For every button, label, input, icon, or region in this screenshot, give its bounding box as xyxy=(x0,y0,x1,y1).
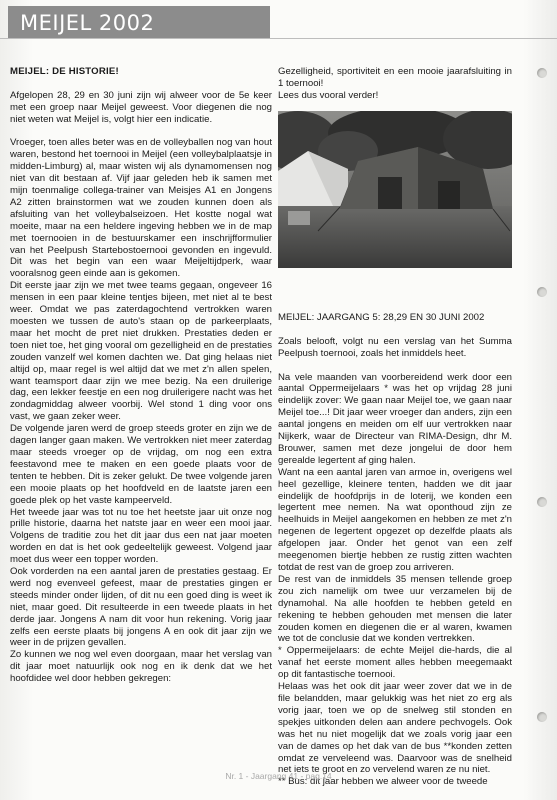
intro-line: Gezelligheid, sportiviteit en een mooie jaarafsluiting in 1 toernooi! xyxy=(278,66,512,89)
right-column xyxy=(278,312,512,788)
page-footer: Nr. 1 - Jaargang 41 - pag.14 xyxy=(225,771,332,781)
paragraph: Helaas was het ook dit jaar weer zover dat we in de file belandden, maar gelukkig was het niet zo erg als vorig jaar, toen we op de snelweg stil stonden en spekjes uitkonden delen aan andere pechvogels. Ook was het nu niet mogelijk dat we zoals vorig jaar een van de dames op het dak van de bus **konden zetten omdat ze verveleend was. Daarvoor was de snelheid net iets te groot en zo vervelend waren ze nu niet. xyxy=(278,681,512,776)
tent-photo xyxy=(278,111,512,268)
footnote: ** Bus: dit jaar hebben we alweer voor de tweede xyxy=(278,776,488,788)
binder-hole-icon xyxy=(537,497,547,507)
header-banner xyxy=(8,6,270,38)
binder-hole-icon xyxy=(537,68,547,78)
paragraph: Dit eerste jaar zijn we met twee teams gegaan, ongeveer 16 mensen in een paar kleine tentjes bijeen, met niet al te best weer. Omdat we pas zaterdagochtend vertrokken waren moesten we tussen de auto's staan op de parkeerplaats, maar het mocht de pret niet drukken. Prestaties deden er toen niet toe, het ging vooral om gezelligheid en de prestaties zouden vanzelf wel komen dachten we. Dat ging helaas niet altijd op, maar regel is wel altijd dat we met z'n allen spelen, want teamsport daar zijn we mee bezig. Na een druilerige dag, een lekker feestje en een nog druilerigere nacht was het zondagmiddag alweer voorbij. Wel stond 1 ding voor ons vast, we gaan zeker weer. xyxy=(10,280,272,423)
paragraph: Ook vorderden na een aantal jaren de prestaties gestaag. Er werd nog evenveel gefeest, maar de prestaties gingen er steeds minder onder lijden, of dit nu een goed ding is weet ik niet, maar goed. Dit resulteerde in een tweede plaats in het derde jaar. Jongens A nam dit voor hun rekening. Vorig jaar zelfs een eerste plaats bij jongens A en ook dit jaar zijn we weer in de prijzen gevallen. xyxy=(10,566,272,649)
binder-hole-icon xyxy=(537,712,547,722)
paragraph: Zo kunnen we nog wel even doorgaan, maar het verslag van dit jaar moet natuurlijk ook nog en ik denk dat we het hoofdidee wel door hebben gekregen: xyxy=(10,649,272,685)
paragraph: Het tweede jaar was tot nu toe het heetste jaar uit onze nog prille historie, daarna het natste jaar en weer een mooi jaar. Volgens de traditie zou het dit jaar dus een nat jaar moeten worden en dat is het ook gedeeltelijk geweest. Volgend jaar moet dus weer een topper worden. xyxy=(10,506,272,566)
left-column xyxy=(10,66,272,685)
section-heading: MEIJEL: JAARGANG 5: 28,29 EN 30 JUNI 2002 xyxy=(278,312,485,323)
paragraph: Afgelopen 28, 29 en 30 juni zijn wij alweer voor de 5e keer met een groep naar Meijel geweest. Voor diegenen die nog niet weten wat Meijel is, volgt hier een indicatie. xyxy=(10,89,272,125)
page-title: MEIJEL 2002 xyxy=(20,11,155,35)
intro-text xyxy=(278,66,512,102)
paragraph: Want na een aantal jaren van armoe in, overigens wel heel gezellige, kleinere tenten, hadden we dit jaar eindelijk de hoofdprijs in de loterij, we konden een legertent mee nemen. Na wat oponthoud zijn ze heelhuids in Meijel aangekomen en hebben ze met z'n negenen de legertent opgezet op dezelfde plaats als afgelopen jaar. Onder het genot van een zelf meegenomen biertje hebben ze rustig zitten wachten totdat de rest van de groep zou arriveren. xyxy=(278,466,512,573)
binder-hole-icon xyxy=(537,287,547,297)
section-heading: MEIJEL: DE HISTORIE! xyxy=(10,66,119,77)
paragraph: De volgende jaren werd de groep steeds groter en zijn we de dagen langer gaan maken. We vertrokken niet meer zaterdag maar steeds vroeger op de vrijdag, om nog een extra feestavond mee te maken en een goede plaats voor de tenten te hebben. Dit is zeker gelukt. De twee volgende jaren een mooie plaats op het hoofdveld en de laatste jaren een goede plek op het vaste kampeerveld. xyxy=(10,423,272,506)
paragraph: Zoals belooft, volgt nu een verslag van het Summa Peelpush toernooi, zoals het inmiddels heet. xyxy=(278,335,512,359)
paragraph: De rest van de inmiddels 35 mensen tellende groep zou zich namelijk om twee uur verzamelen bij de dynamohal. Na alle hoofden te hebben geteld en rekening te hebben gehouden met mensen die later zouden komen en diegenen die er al waren, kwamen we tot de conclusie dat we konden vertrekken. xyxy=(278,573,512,645)
footnote: * Oppermeijelaars: de echte Meijel die-hards, die al vanaf het eerste moment alles hebben meegemaakt op dit fantastische toernooi. xyxy=(278,645,512,681)
tent-photo-icon xyxy=(278,111,512,268)
paragraph: Vroeger, toen alles beter was en de volleyballen nog van hout waren, bestond het toernooi in Meijel (een volleybalplaatsje in midden-Limburg) al, maar wisten wij als dynamomensen nog niet van dit bestaan af. Vijf jaar geleden heb ik samen met mijn toenmalige collega-trainer van Meisjes A1 en Jongens A2 zitten brainstormen wat we zouden kunnen doen als afsluiting van het volleybalseizoen. Het kostte nogal wat moeite, maar na een heldere ingeving hebben we in de map met toernooien in de bestuurskamer een inschrijfformulier van het Peelpush Startebostoernooi gevonden en ingevuld. Dit was het begin van een waar Meijeltijdperk, waar vooralsnog geen einde aan is gekomen. xyxy=(10,137,272,280)
paragraph: Na vele maanden van voorbereidend werk door een aantal Oppermeijelaars * was het op vrijdag 28 juni eindelijk zover: We gaan naar Meijel toe, we gaan naar Meijel toe...! Dit jaar weer vroeger dan anders, zijn een aantal jongens en meiden om elf uur vertrokken naar Nijkerk, waar de Directeur van RIMA-Design, dhr M. Brouwer, samen met deze jongelui de door hem gerealde legertent af ging halen. xyxy=(278,371,512,466)
intro-line: Lees dus vooral verder! xyxy=(278,89,379,101)
